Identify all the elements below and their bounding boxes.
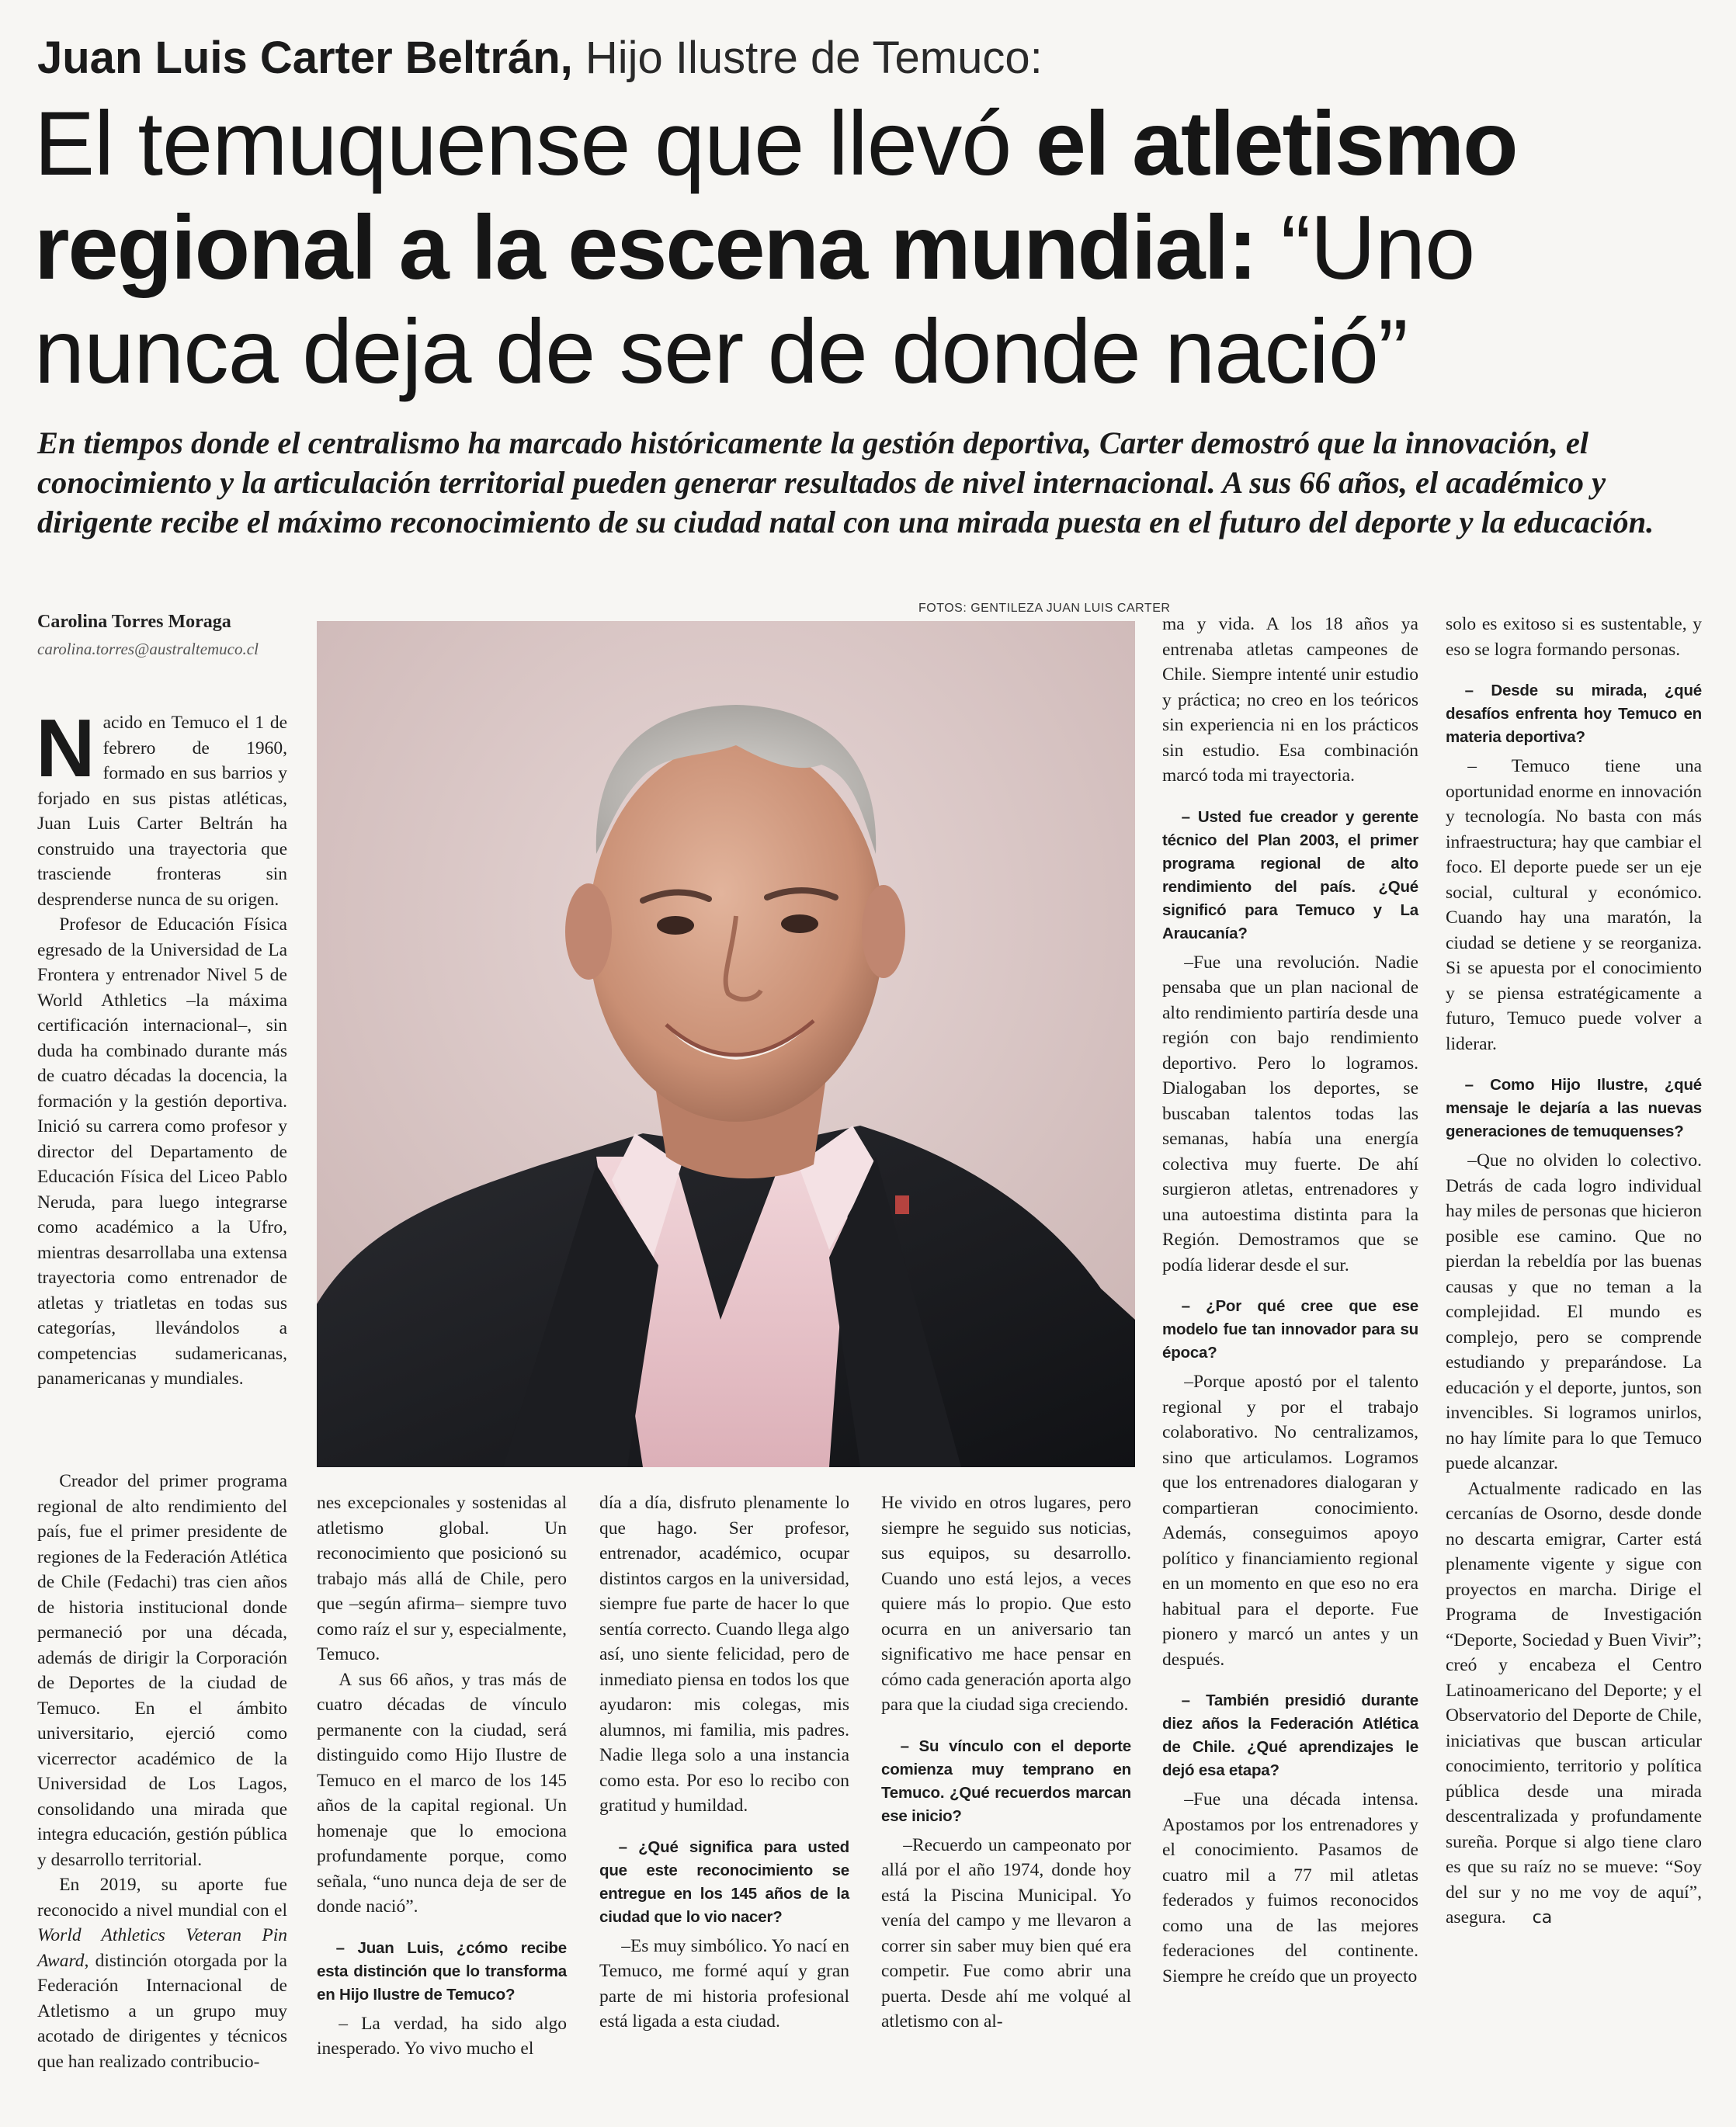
paragraph-award-text-b: , distinción otorgada por la Federación Internacional de Atletismo a un grupo muy acotado de dirigentes y técnicos que han realizado contribucio- <box>37 1950 287 2072</box>
answer-1-end: día a día, disfruto plenamente lo que hago. Ser profesor, entrenador, académico, ocupar distintos cargos en la universidad, siempre fue parte de hacer lo que sentía correcto. Cuando llega algo así, uno siente felicidad, pero de inmediato piensa en todos los que ayudaron: mis colegas, mis alumnos, mi familia, mis padres. Nadie llega solo a una instancia como esta. Por eso lo recibo con gratitud y humildad. <box>599 1493 849 1816</box>
body-column-4 <box>881 1490 1131 2035</box>
body-column-2 <box>317 1490 567 2062</box>
article-headline <box>34 92 1711 404</box>
question-2: – ¿Qué significa para usted que este reconocimiento se entregue en los 145 años de la ciudad que lo vio nacer? <box>599 1837 849 1926</box>
paragraph-closing <box>1446 1476 1702 1931</box>
award-name: World Athletics Veteran Pin Award <box>37 1925 287 1971</box>
answer-3-end: ma y vida. A los 18 años ya entrenaba atletas campeones de Chile. Siempre intenté unir estudio y práctica; no creo en los teóricos sin experiencia ni en los prácticos sin estudio. Esa combinación marcó toda mi trayectoria. <box>1162 614 1418 786</box>
question-4: – Usted fue creador y gerente técnico del Plan 2003, el primer programa regional de alto rendimiento del país. ¿Qué significó para Temuco y La Araucanía? <box>1162 807 1418 942</box>
answer-7: – Temuco tiene una oportunidad enorme en innovación y tecnología. No basta con más infraestructura; hay que cambiar el foco. El deporte puede ser un eje social, cultural y económico. Cuando hay una maratón, la ciudad se detiene y se reorganiza. Si se apuesta por el conocimiento y se piensa estratégicamente a futuro, Temuco puede volver a liderar. <box>1446 756 1702 1054</box>
author-name: Carolina Torres Moraga <box>37 612 231 632</box>
paragraph-award-text-a: En 2019, su aporte fue reconocido a nivel mundial con el <box>37 1875 287 1921</box>
paragraph-intro <box>36 703 287 912</box>
answer-5: –Porque apostó por el talento regional y por el trabajo colaborativo. No centralizamos, sino que articulamos. Logramos que los entrenadores dialogaran y compartieran conocimiento. Además, conseguimos apoyo político y financiamiento regional en un momento en que eso no era habitual para el deporte. Fue pionero y marcó un antes y un después. <box>1162 1372 1418 1670</box>
body-column-6 <box>1446 612 1702 1931</box>
author-email: carolina.torres@australtemuco.cl <box>37 640 259 658</box>
question-6: – También presidió durante diez años la Federación Atlética de Chile. ¿Qué aprendizajes le dejó esa etapa? <box>1162 1692 1418 1779</box>
answer-1-start: – La verdad, ha sido algo inesperado. Yo vivo mucho el <box>317 2013 567 2059</box>
answer-4: –Fue una revolución. Nadie pensaba que un plan nacional de alto rendimiento partiría desde una región con bajo rendimiento deportivo. Pero lo logramos. Dialogaban los deportes, se buscaban talentos todas las semanas, había una energía colectiva muy fuerte. De ahí surgieron atletas, entrenadores y una autoestima distinta para la Región. Demostramos que se podía liderar desde el sur. <box>1162 952 1418 1275</box>
question-5: – ¿Por qué cree que ese modelo fue tan innovador para su época? <box>1162 1297 1418 1362</box>
question-1: – Juan Luis, ¿cómo recibe esta distinción que lo transforma en Hijo Ilustre de Temuco? <box>317 1938 567 2004</box>
paragraph-recognition: nes excepcionales y sostenidas al atletismo global. Un reconocimiento que posicionó su trabajo más allá de Chile, pero que –según afirma– siempre tuvo como raíz el sur y, especialmente, Temuco. <box>317 1493 567 1664</box>
paragraph-award <box>37 1872 287 2074</box>
drop-cap: N <box>36 703 95 794</box>
body-column-5 <box>1162 612 1418 1989</box>
answer-3-start: –Recuerdo un campeonato por allá por el año 1974, donde hoy está la Piscina Municipal. Yo venía del campo y me llevaron a correr sin saber muy bien qué era competir. Fue como abrir una puerta. Desde ahí me volqué al atletismo con al- <box>881 1834 1131 2032</box>
answer-8: –Que no olviden lo colectivo. Detrás de cada logro individual hay miles de personas que hicieron posible ese camino. Que no pierdan la rebeldía por las buenas causas y que no teman a la complejidad. El mundo es complejo, pero se comprende estudiando y preparándose. La educación y el deporte, juntos, son invencibles. Si logramos unirlos, no hay límite para lo que Temuco puede alcanzar. <box>1446 1150 1702 1473</box>
answer-2-end: He vivido en otros lugares, pero siempre he seguido sus noticias, sus equipos, su desarrollo. Cuando uno está lejos, a veces quiere más lo propio. Que esto ocurra en un aniversario tan significativo me hace pensar en cómo cada generación aporta algo para que la ciudad siga creciendo. <box>881 1493 1131 1715</box>
kicker-name: Juan Luis Carter Beltrán, <box>37 33 573 83</box>
question-7: – Desde su mirada, ¿qué desafíos enfrenta hoy Temuco en materia deportiva? <box>1446 682 1702 746</box>
answer-6-start: –Fue una década intensa. Apostamos por los entrenadores y el conocimiento. Pasamos de cuatro mil a 77 mil atletas federados y fuimos reconocidos como una de las mejores federaciones del continente. Siempre he creído que un proyecto <box>1162 1789 1418 1986</box>
answer-2-start: –Es muy simbólico. Yo nací en Temuco, me formé aquí y gran parte de mi historia profesional está ligada a esta ciudad. <box>599 1935 849 2032</box>
photo-credit: FOTOS: GENTILEZA JUAN LUIS CARTER <box>918 602 1171 615</box>
portrait-illustration <box>317 621 1135 1467</box>
paragraph-federation: Creador del primer programa regional de alto rendimiento del país, fue el primer presidente de regiones de la Federación Atlética de Chile (Fedachi) tras cien años de historia institucional donde permaneció por una década, además de dirigir la Corporación de Deportes de la ciudad de Temuco. En el ámbito universitario, ejerció como vicerrector académico de la Universidad de Los Lagos, consolidando una mirada que integra educación, gestión pública y desarrollo territorial. <box>37 1471 287 1870</box>
article-lead: En tiempos donde el centralismo ha marcado históricamente la gestión deportiva, Carter demostró que la innovación, el conocimiento y la articulación territorial pueden generar resultados de nivel internacional. A sus 66 años, el académico y dirigente recibe el máximo reconocimiento de su ciudad natal con una mirada puesta en el futuro del deporte y la educación. <box>37 425 1654 540</box>
paragraph-career: Profesor de Educación Física egresado de la Universidad de La Frontera y entrenador Nivel 5 de World Athletics –la máxima certificación internacional–, sin duda ha combinado durante más de cuatro décadas la docencia, la formación y la gestión deportiva. Inició su carrera como profesor y director del Departamento de Educación Física del Liceo Pablo Neruda, para luego integrarse como académico a la Ufro, mientras desarrollaba una extensa trayectoria como entrenador de atletas y triatletas en todas sus categorías, llevándolos a competencias sudamericanas, panamericanas y mundiales. <box>37 914 287 1389</box>
headline-light-2: “Uno nunca deja de ser de donde nació” <box>34 196 1475 402</box>
body-column-3 <box>599 1490 849 2035</box>
kicker-title: Hijo Ilustre de Temuco: <box>585 33 1043 83</box>
question-8: – Como Hijo Ilustre, ¿qué mensaje le dejaría a las nuevas generaciones de temuquenses? <box>1446 1076 1702 1140</box>
headline-light-1: El temuquense que llevó <box>34 92 1012 194</box>
question-3: – Su vínculo con el deporte comienza muy temprano en Temuco. ¿Qué recuerdos marcan ese inicio? <box>881 1737 1131 1825</box>
article-kicker <box>37 33 1706 84</box>
end-mark: ca <box>1532 1908 1553 1927</box>
headline-bold: el atletismo regional a la escena mundial: <box>34 92 1517 298</box>
paragraph-homage: A sus 66 años, y tras más de cuatro décadas de vínculo permanente con la ciudad, será distinguido como Hijo Ilustre de Temuco en el marco de los 145 años de la capital regional. Un homenaje que lo emociona profundamente porque, como señala, “uno nunca deja de ser de donde nació”. <box>317 1669 567 1917</box>
answer-6-end: solo es exitoso si es sustentable, y eso se logra formando personas. <box>1446 614 1702 660</box>
paragraph-closing-text: Actualmente radicado en las cercanías de Osorno, desde donde no descarta emigrar, Carter está plenamente vigente y sigue con proyectos en marcha. Dirige el Programa de Investigación “Deporte, Sociedad y Buen Vivir”; creó y encabeza el Centro Latinoamericano del Deporte; y el Observatorio del Deporte de Chile, iniciativas que buscan articular conocimiento, territorio y política pública desde una mirada descentralizada y profundamente sureña. Porque si algo tiene claro es que su raíz no se mueve: “Soy del sur y no me voy de aquí”, asegura. <box>1446 1478 1702 1927</box>
paragraph-intro-text: acido en Temuco el 1 de febrero de 1960, formado en sus barrios y forjado en sus pistas atléticas, Juan Luis Carter Beltrán ha construido una trayectoria que trasciende fronteras sin desprenderse nunca de su origen. <box>37 713 287 910</box>
portrait-photo <box>317 621 1135 1467</box>
body-column-1-lower <box>37 1469 287 2074</box>
body-column-1 <box>36 703 287 1392</box>
